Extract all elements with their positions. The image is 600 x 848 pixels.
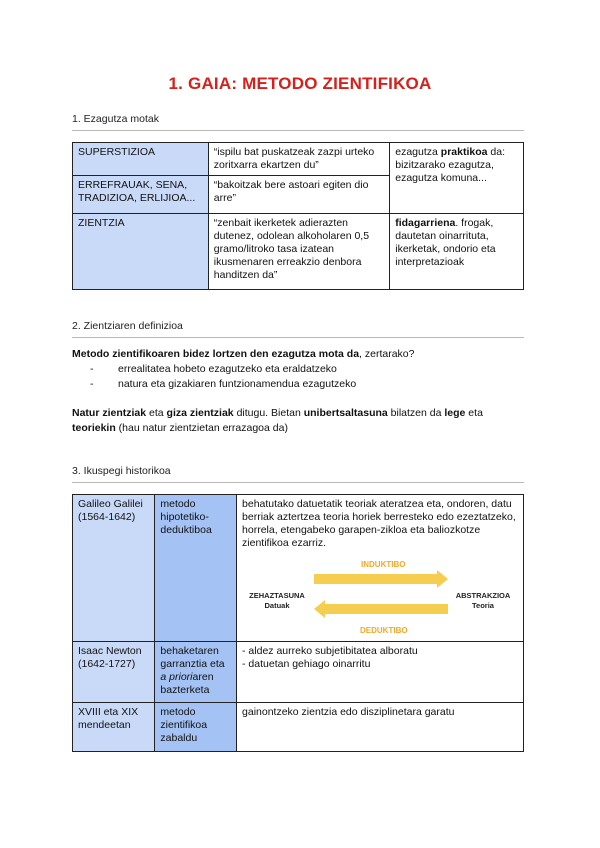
description-cell xyxy=(237,495,524,642)
knowledge-types-table xyxy=(72,142,524,290)
note-cell-practical: ezagutza praktikoa da: bizitzarako ezagutza, ezagutza komuna... xyxy=(390,143,524,214)
diagram-left-label: ZEHAZTASUNA Datuak xyxy=(249,591,305,610)
type-cell: ZIENTZIA xyxy=(73,214,209,290)
method-cell: metodo hipotetiko-deduktiboa xyxy=(155,495,237,642)
diagram-right-label: ABSTRAKZIOA Teoria xyxy=(455,591,511,610)
purpose-list xyxy=(90,362,356,392)
description-cell: gainontzeko zientzia edo disziplinetara garatu xyxy=(237,703,524,752)
diagram-bottom-label: DEDUKTIBO xyxy=(360,626,408,635)
type-cell: SUPERSTIZIOA xyxy=(73,143,209,176)
type-cell: ERREFRAUAK, SENA, TRADIZIOA, ERLIJIOA... xyxy=(73,176,209,214)
definition-paragraph: Metodo zientifikoaren bidez lortzen den ezagutza mota da, zertarako? xyxy=(72,348,415,360)
divider xyxy=(72,130,524,131)
method-cell: metodo zientifikoa zabaldu xyxy=(155,703,237,752)
page-title: 1. GAIA: METODO ZIENTIFIKOA xyxy=(168,74,432,93)
section-heading-3: 3. Ikuspegi historikoa xyxy=(72,465,171,477)
section-heading-1: 1. Ezagutza motak xyxy=(72,113,159,125)
description-line: - aldez aurreko subjetibitatea alboratu xyxy=(242,645,418,657)
person-cell: XVIII eta XIX mendeetan xyxy=(73,703,155,752)
note-cell-reliable: fidagarriena. frogak, dautetan oinarrituta, ikerketak, ondorio eta interpretazioak xyxy=(390,214,524,290)
arrow-right-icon xyxy=(314,570,448,588)
inductive-deductive-diagram xyxy=(242,558,517,636)
diagram-top-label: INDUKTIBO xyxy=(361,560,406,569)
sciences-paragraph: Natur zientziak eta giza zientziak ditugu. Bietan unibertsaltasuna bilatzen da lege eta teoriekin (hau natur zientzietan errazagoa da) xyxy=(72,407,483,434)
history-table xyxy=(72,494,524,752)
divider xyxy=(72,337,524,338)
description-line: - datuetan gehiago oinarritu xyxy=(242,658,371,670)
quote-cell: “bakoitzak bere astoari egiten dio arre” xyxy=(208,176,389,214)
list-item: - errealitatea hobeto ezagutzeko eta eraldatzeko xyxy=(90,363,337,375)
person-cell: Galileo Galilei (1564-1642) xyxy=(73,495,155,642)
arrow-left-icon xyxy=(314,600,448,618)
divider xyxy=(72,482,524,483)
description-text: behatutako datuetatik teoriak ateratzea eta, ondoren, datu berriak aztertzea teoria horiek berresteko edo ezeztatzeko, horrela, etengabeko garapen-zikloa eta baliozkotze zientifikoa ezarriz. xyxy=(242,498,516,549)
method-cell: behaketaren garranztia eta a prioriaren bazterketa xyxy=(155,642,237,703)
person-cell: Isaac Newton (1642-1727) xyxy=(73,642,155,703)
description-cell xyxy=(237,642,524,703)
quote-cell: “ispilu bat puskatzeak zazpi urteko zoritxarra ekartzen du” xyxy=(208,143,389,176)
quote-cell: “zenbait ikerketek adierazten dutenez, odolean alkoholaren 0,5 gramo/litroko tasa izatean ikusmenaren erreakzio denbora handitzen da” xyxy=(208,214,389,290)
list-item: - natura eta gizakiaren funtzionamendua ezagutzeko xyxy=(90,378,357,390)
section-heading-2: 2. Zientziaren definizioa xyxy=(72,320,183,332)
